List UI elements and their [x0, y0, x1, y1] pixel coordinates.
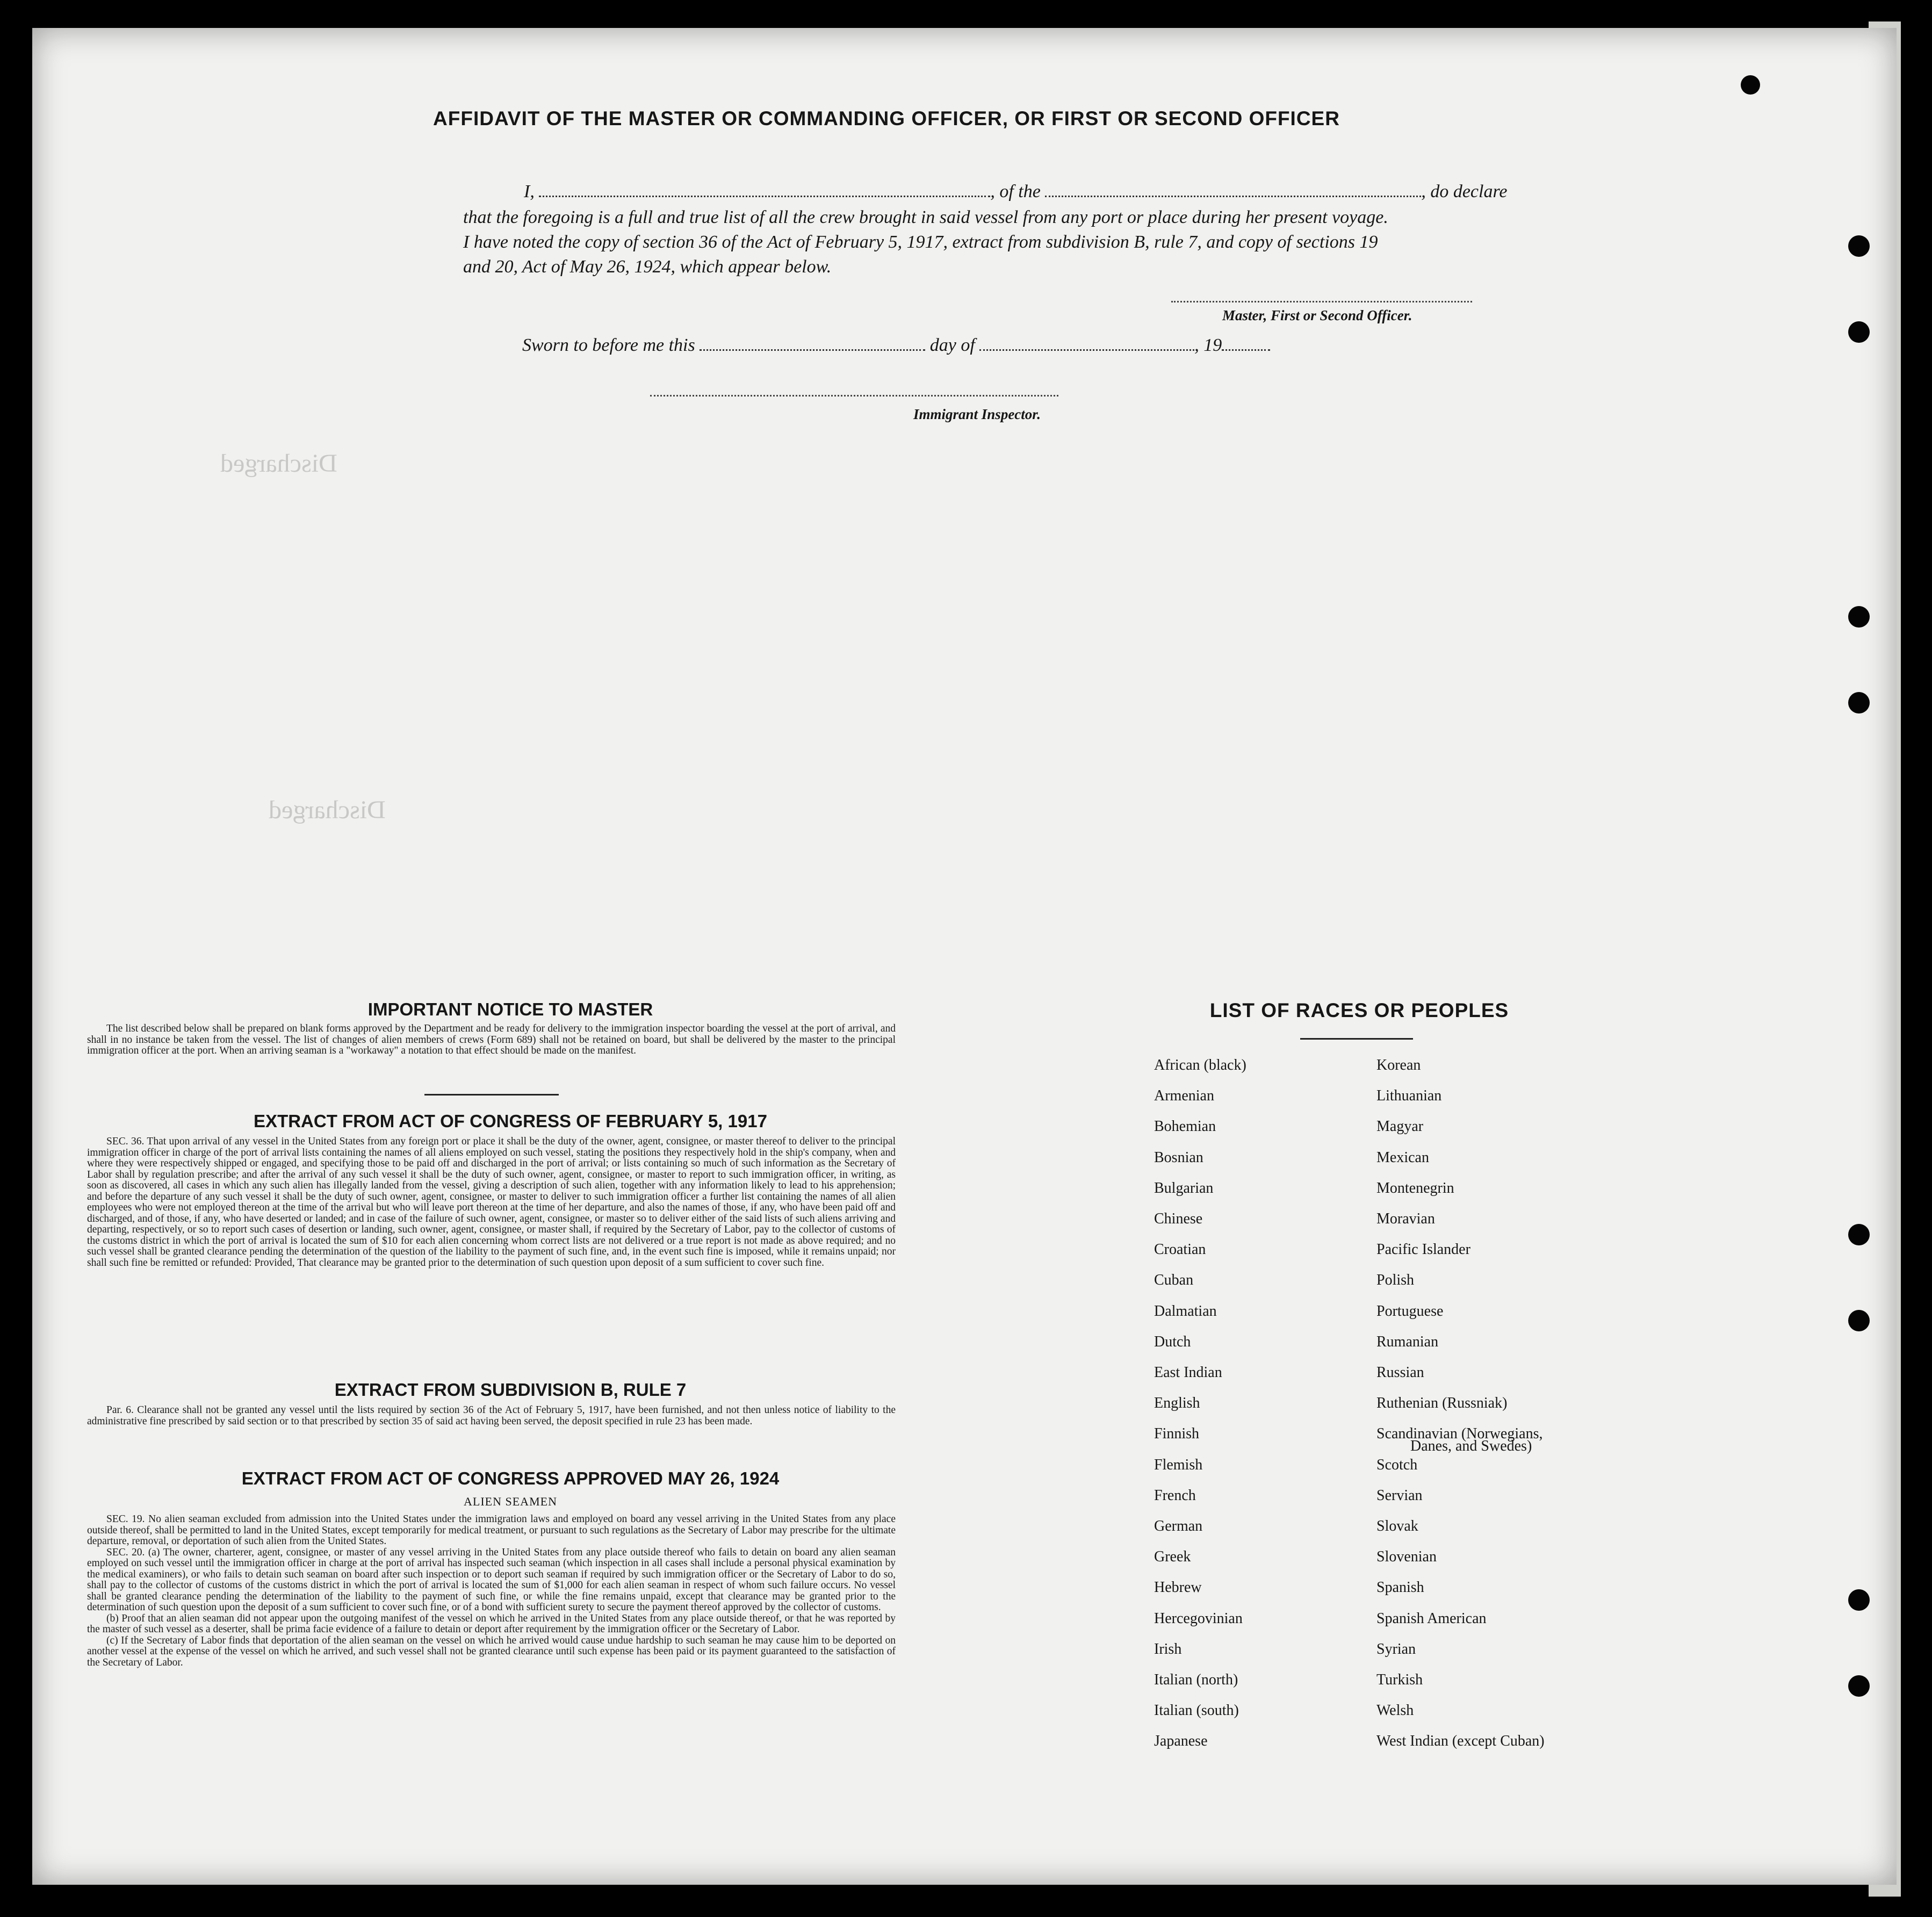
rule7-paragraph: Par. 6. Clearance shall not be granted any vessel until the lists required by section 36 of the Act of February 5, 1917, have been furnished, and not then unless notice of liability to the administrative fine prescribed by said section or to that prescribed by section 35 of said act having been served, the deposit specified in rule 23 has been made. [87, 1404, 896, 1427]
race-item: Bohemian [1154, 1118, 1216, 1135]
race-item: Slovenian [1376, 1548, 1437, 1566]
punch-hole [1741, 75, 1760, 95]
punch-hole [1848, 1589, 1870, 1611]
declare-label: , do declare [1421, 182, 1508, 201]
alien-seamen-subtitle: ALIEN SEAMEN [464, 1495, 557, 1508]
affidavit-title: AFFIDAVIT OF THE MASTER OR COMMANDING OFFICER, OR FIRST OR SECOND OFFICER [433, 107, 1340, 129]
sec19-paragraph: SEC. 19. No alien seaman excluded from admission into the United States under the immigration laws and employed on board any vessel arriving in the United States from any place outside thereof, shall be permitted to land in the United States, except temporarily for medical treatment, or pursuant to such regulations as the Secretary of Labor may prescribe for the ultimate departure, removal, or deportation of such alien from the United States. [87, 1514, 896, 1547]
race-item: English [1154, 1395, 1200, 1412]
of-the-label: , of the [990, 182, 1041, 201]
scandinavian-note: Danes, and Swedes) [1410, 1438, 1532, 1454]
race-item: Hercegovinian [1154, 1610, 1243, 1627]
race-item: German [1154, 1518, 1203, 1534]
race-item: Syrian [1376, 1640, 1416, 1657]
notice-title: IMPORTANT NOTICE TO MASTER [367, 999, 653, 1019]
race-item: Dalmatian [1154, 1302, 1217, 1320]
race-item: Magyar [1376, 1118, 1424, 1135]
name-field[interactable] [539, 196, 990, 197]
punch-hole [1848, 692, 1870, 714]
sec20c-paragraph: (c) If the Secretary of Labor finds that deportation of the alien seaman on the vessel on which he arrived would cause undue hardship to such seaman he may cause him to be deported on another vessel at the expense of the vessel on which he arrived, and such vessel shall not be granted clearance until such expense has been paid or its payment guaranteed to the satisfaction of the Secretary of Labor. [87, 1634, 896, 1668]
races-divider [1300, 1038, 1413, 1040]
race-item: Slovak [1376, 1518, 1418, 1534]
extract-1924-body [87, 1514, 896, 1668]
notice-body [87, 1024, 896, 1057]
race-item: Polish [1376, 1272, 1415, 1289]
race-item: Rumanian [1376, 1333, 1439, 1350]
race-item: Irish [1154, 1640, 1182, 1657]
master-caption: Master, First or Second Officer. [1222, 307, 1412, 323]
race-item: Mexican [1376, 1149, 1429, 1166]
bleed-through-discharged: Discharged [269, 796, 386, 824]
race-item: Croatian [1154, 1241, 1206, 1258]
race-item: East Indian [1154, 1364, 1222, 1381]
sworn-line [522, 335, 1270, 356]
rule7-title: EXTRACT FROM SUBDIVISION B, RULE 7 [334, 1380, 687, 1400]
sec20b-paragraph: (b) Proof that an alien seaman did not appear upon the outgoing manifest of the vessel on which he arrived in the United States from any place outside thereof, or that he was reported by the master of such vessel as a deserter, shall be prima facie evidence of a failure to detain or deport after requirement by the immigration officer or the Secretary of Labor. [87, 1612, 896, 1635]
affidavit-line-4: and 20, Act of May 26, 1924, which appear below. [463, 257, 832, 277]
race-item: French [1154, 1487, 1196, 1504]
race-item: Scotch [1376, 1456, 1418, 1473]
race-item: Welsh [1376, 1702, 1414, 1719]
affidavit-line-1 [524, 182, 1508, 202]
punch-hole [1848, 321, 1870, 343]
sec20a-paragraph: SEC. 20. (a) The owner, charterer, agent, consignee, or master of any vessel arriving in the United States from any place outside thereof who fails to detain on board any alien seaman employed on such vessel until the immigration officer in charge at the port of arrival has inspected such seaman (which inspection in all cases shall include a personal physical examination by the medical examiners), or who fails to detain such seaman on board after such inspection or to deport such seaman if required by such immigration officer or the Secretary of Labor to do so, shall pay to the collector of customs of the customs district in which the port of arrival is located the sum of $1,000 for each alien seaman in respect of whom such failure occurs. No vessel shall be granted clearance pending the determination of the liability to the payment of such fine, or while the fine remains unpaid, except that clearance may be granted prior to the determination of such question upon the deposit of a sum sufficient to cover such fine, or of a bond with sufficient surety to secure the payment thereof approved by the collector of customs. [87, 1546, 896, 1613]
extract-1917-paragraph: SEC. 36. That upon arrival of any vessel in the United States from any foreign port or place it shall be the duty of the owner, agent, consignee, or master thereof to deliver to the principal immigration officer in charge of the port of arrival lists containing the names of all aliens employed on such vessel, stating the positions they respectively hold in the ship's company, when and where they were respectively shipped or engaged, and specifying those to be paid off and discharged in the port of arrival; or lists containing so much of such information as the Secretary of Labor shall by regulation prescribe; and after the arrival of any such vessel it shall be the duty of such owner, agent, consignee, or master to report to such immigration officer, in writing, as soon as discovered, all cases in which any such alien has illegally landed from the vessel, giving a description of such alien, together with any information likely to lead to his apprehension; and before the departure of any such vessel it shall be the duty of such owner, agent, consignee, or master to deliver to such immigration officer a further list containing the names of all alien employees who were not employed thereon at the time of the arrival but who will leave port thereon at the time of her departure, and also the names of those, if any, who have been paid off and discharged, and of those, if any, who have deserted or landed; and in case of the failure of such owner, agent, consignee, or master so to deliver either of the said lists of such aliens arriving and departing, respectively, or so to report such cases of desertion or landing, such owner, agent, consignee, or master shall, if required by the Secretary of Labor, pay to the collector of customs of the customs district in which the port of arrival is located the sum of $10 for each alien concerning whom correct lists are not delivered or a true report is not made as above required; and no such vessel shall be granted clearance pending the determination of the question of the liability to the payment of such fine, and, in the event such fine is imposed, while it remains unpaid; nor shall such fine be remitted or refunded: Provided, That clearance may be granted prior to the determination of such question upon deposit of a sum sufficient to cover such fine. [87, 1136, 896, 1269]
race-item: Flemish [1154, 1456, 1203, 1473]
year-label: , 19 [1194, 335, 1222, 355]
race-item: Lithuanian [1376, 1087, 1442, 1105]
race-item: Finnish [1154, 1425, 1200, 1443]
race-item: Korean [1376, 1057, 1421, 1073]
affidavit-line-2: that the foregoing is a full and true list of all the crew brought in said vessel from any port or place during her present voyage. [463, 207, 1388, 227]
race-item: Russian [1376, 1364, 1424, 1381]
race-item: Scandinavian (Norwegians, [1376, 1425, 1543, 1443]
race-item: African (black) [1154, 1057, 1246, 1073]
punch-hole [1848, 1675, 1870, 1697]
sworn-year-field[interactable] [1222, 349, 1270, 351]
divider [424, 1094, 559, 1096]
race-item: Cuban [1154, 1272, 1194, 1289]
sworn-day-field[interactable] [700, 349, 925, 351]
race-item: Turkish [1376, 1671, 1423, 1688]
vessel-field[interactable] [1045, 196, 1421, 197]
inspector-caption: Immigrant Inspector. [913, 406, 1041, 422]
race-item: Italian (south) [1154, 1702, 1239, 1719]
extract-1917-title: EXTRACT FROM ACT OF CONGRESS OF FEBRUARY 5, 1917 [254, 1111, 767, 1131]
punch-hole [1848, 235, 1870, 257]
affidavit-i-label: I, [524, 182, 535, 201]
extract-1924-title: EXTRACT FROM ACT OF CONGRESS APPROVED MAY 26, 1924 [241, 1468, 780, 1488]
rule7-body [87, 1405, 896, 1427]
sworn-label: Sworn to before me this [522, 335, 695, 355]
master-signature-line[interactable] [1171, 301, 1472, 302]
race-item: Portuguese [1376, 1302, 1444, 1320]
race-item: Montenegrin [1376, 1179, 1454, 1197]
race-item: Dutch [1154, 1333, 1191, 1350]
race-item: Ruthenian (Russniak) [1376, 1395, 1508, 1412]
extract-1917-body [87, 1136, 896, 1269]
race-item: Servian [1376, 1487, 1423, 1504]
race-item: Armenian [1154, 1087, 1214, 1105]
notice-paragraph: The list described below shall be prepared on blank forms approved by the Department and be ready for delivery to the immigration inspector boarding the vessel at the port of arrival, and shall in no instance be taken from the vessel. The list of changes of alien members of crews (Form 689) shall not be retained on board, but shall be delivered by the master to the principal immigration officer at the port. When an arriving seaman is a "workaway" a notation to that effect should be made on the manifest. [87, 1023, 896, 1056]
inspector-signature-line[interactable] [650, 395, 1058, 397]
affidavit-line-3: I have noted the copy of section 36 of the Act of February 5, 1917, extract from subdivision B, rule 7, and copy of sections 19 [463, 232, 1378, 252]
races-title: LIST OF RACES OR PEOPLES [1209, 999, 1509, 1021]
race-item: Italian (north) [1154, 1671, 1238, 1688]
race-item: Chinese [1154, 1210, 1203, 1227]
race-item: West Indian (except Cuban) [1376, 1733, 1545, 1750]
race-item: Pacific Islander [1376, 1241, 1470, 1258]
bleed-through-discharged: Discharged [220, 449, 337, 478]
punch-hole [1848, 1224, 1870, 1245]
race-item: Bulgarian [1154, 1179, 1214, 1197]
sworn-month-field[interactable] [979, 349, 1194, 351]
race-item: Japanese [1154, 1733, 1208, 1750]
day-of-label: day of [929, 335, 975, 355]
race-item: Moravian [1376, 1210, 1435, 1227]
race-item: Bosnian [1154, 1149, 1203, 1166]
punch-hole [1848, 606, 1870, 628]
race-item: Spanish American [1376, 1610, 1487, 1627]
race-item: Spanish [1376, 1579, 1424, 1596]
race-item: Greek [1154, 1548, 1191, 1566]
race-item: Hebrew [1154, 1579, 1202, 1596]
punch-hole [1848, 1310, 1870, 1331]
